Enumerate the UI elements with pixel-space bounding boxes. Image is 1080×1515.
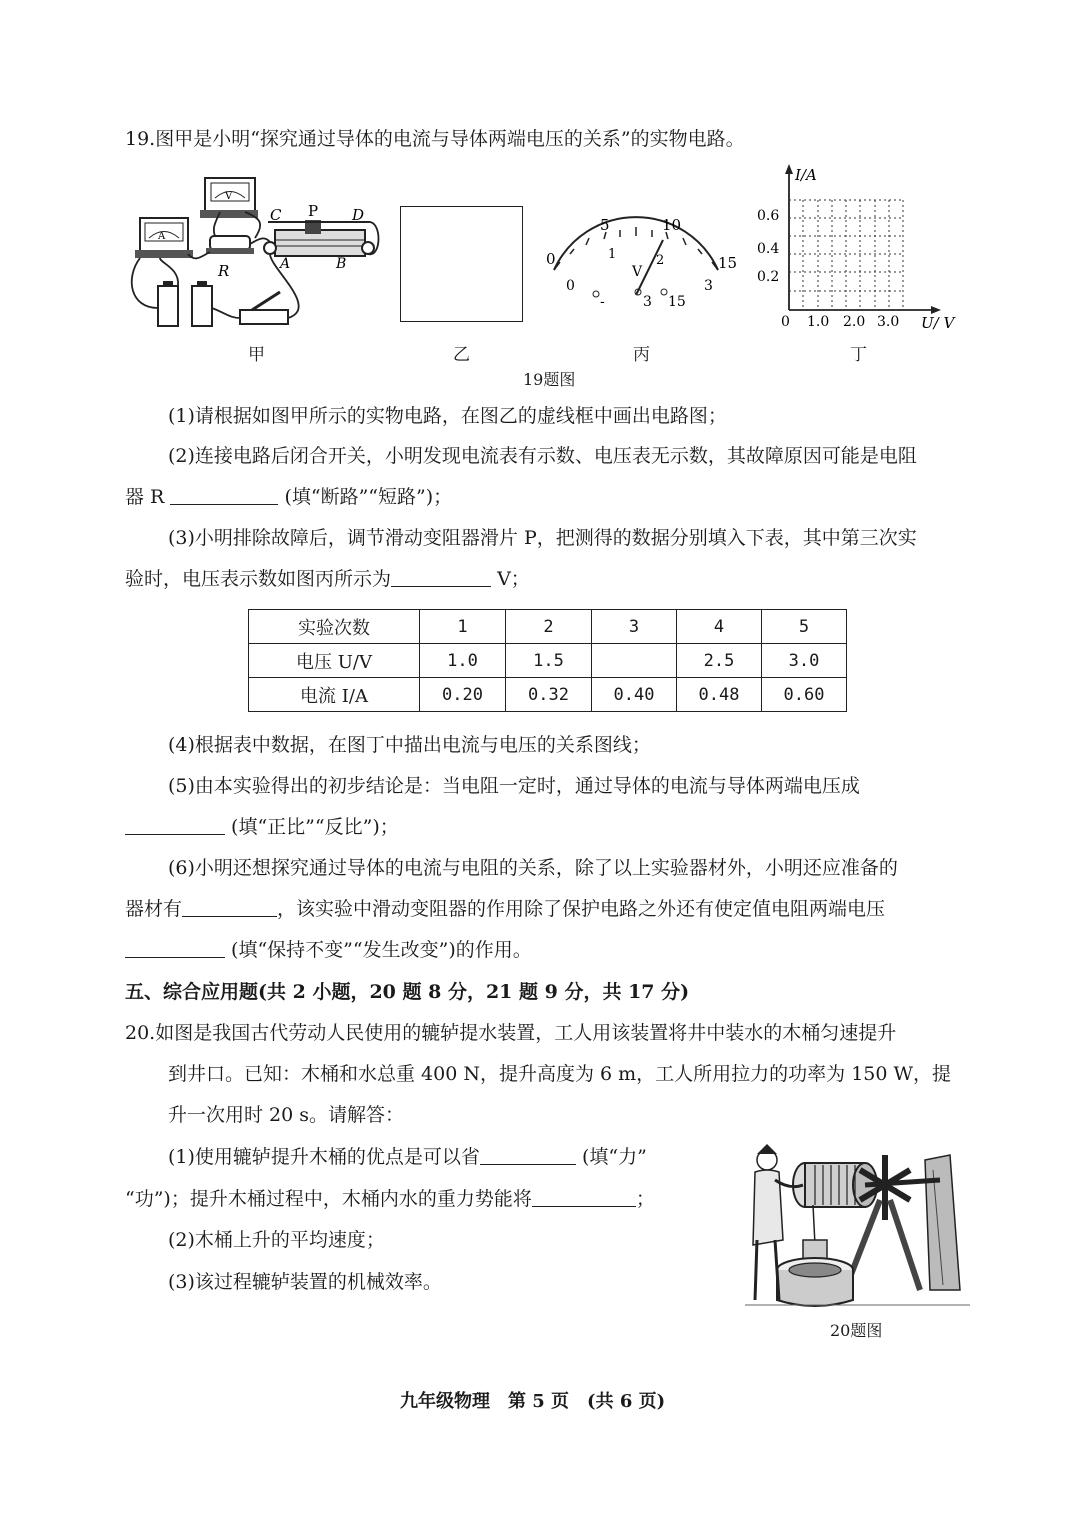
q19-part3-line1: (3)小明排除故障后，调节滑动变阻器滑片 P，把测得的数据分别填入下表，其中第三次实 (168, 527, 917, 549)
label-B: B (336, 256, 347, 272)
page-footer: 九年级物理 第 5 页 (共 6 页) (400, 1391, 666, 1412)
svg-text:1: 1 (608, 247, 617, 262)
table-row: 电流 I/A 0.20 0.32 0.40 0.48 0.60 (249, 678, 847, 712)
graph-xlabel: U/ V (921, 314, 955, 332)
svg-text:0: 0 (781, 314, 790, 330)
q20-line1: 20.如图是我国古代劳动人民使用的辘轳提水装置，工人用该装置将井中装水的木桶匀速提升 (125, 1022, 897, 1044)
fig-label-bing: 丙 (633, 345, 650, 365)
figure-caption-19: 19题图 (523, 370, 576, 389)
svg-text:3: 3 (643, 294, 652, 310)
q19-part6-line2: 器材有 ，该实验中滑动变阻器的作用除了保护电路之外还有使定值电阻两端电压 (125, 898, 886, 920)
q20-line2: 到井口。已知：木桶和水总重 400 N，提升高度为 6 m，工人所用拉力的功率为 150 W，提 (168, 1063, 952, 1085)
fig-label-yi: 乙 (453, 345, 470, 365)
table-row: 电压 U/V 1.0 1.5 2.5 3.0 (249, 644, 847, 678)
graph-ylabel: I/A (795, 166, 817, 184)
svg-text:2: 2 (656, 253, 665, 268)
svg-text:0: 0 (566, 278, 575, 294)
figure-caption-20: 20题图 (830, 1321, 883, 1340)
q19-part6-line3: (填“保持不变”“发生改变”)的作用。 (125, 935, 532, 965)
svg-text:1.0: 1.0 (807, 314, 830, 330)
svg-text:0.2: 0.2 (757, 269, 780, 285)
q20-line3: 升一次用时 20 s。请解答： (168, 1104, 405, 1126)
svg-text:2.0: 2.0 (843, 314, 866, 330)
fig-label-jia: 甲 (248, 345, 265, 365)
label-P: P (308, 202, 319, 220)
q19-part5-line2: (填“正比”“反比”)； (125, 812, 399, 842)
label-ammeter: A (158, 231, 166, 242)
q19-part5-line1: (5)由本实验得出的初步结论是：当电阻一定时，通过导体的电流与导体两端电压成 (168, 775, 860, 797)
svg-text:5: 5 (600, 216, 610, 234)
section-5-heading: 五、综合应用题(共 2 小题，20 题 8 分，21 题 9 分，共 17 分) (125, 981, 690, 1003)
svg-text:3.0: 3.0 (877, 314, 900, 330)
label-C: C (270, 206, 282, 224)
circuit-diagram-box (400, 206, 523, 322)
label-D: D (352, 206, 365, 224)
q19-part4: (4)根据表中数据，在图丁中描出电流与电压的关系图线； (168, 734, 651, 756)
answer-blank-rheostat-role[interactable] (125, 937, 225, 958)
svg-text:-: - (600, 294, 605, 310)
fig-label-ding: 丁 (850, 345, 867, 365)
svg-text:0.4: 0.4 (757, 241, 780, 257)
q20-part1-line2: “功”)；提升木桶过程中，木桶内水的重力势能将 ； (125, 1188, 655, 1210)
svg-text:15: 15 (718, 254, 738, 272)
answer-blank-voltage[interactable] (391, 566, 491, 587)
q19-part1: (1)请根据如图甲所示的实物电路，在图乙的虚线框中画出电路图； (168, 405, 727, 427)
q19-intro: 19.图甲是小明“探究通过导体的电流与导体两端电压的关系”的实物电路。 (125, 128, 745, 150)
svg-text:0: 0 (546, 250, 556, 268)
q19-part6-line1: (6)小明还想探究通过导体的电流与电阻的关系，除了以上实验器材外，小明还应准备的 (168, 857, 898, 879)
data-table (248, 609, 847, 712)
label-V: V (225, 191, 233, 202)
q19-part3-line2: 验时，电压表示数如图丙所示为 V； (125, 568, 530, 590)
answer-blank-fault[interactable] (170, 484, 278, 505)
q20-part3: (3)该过程辘轳装置的机械效率。 (168, 1271, 442, 1293)
q19-part2-line2: 器 R (填“断路”“短路”)； (125, 486, 453, 508)
svg-text:10: 10 (662, 216, 682, 234)
q20-part1-line1: (1)使用辘轳提升木桶的优点是可以省 (填“力” (168, 1146, 647, 1168)
voltmeter-dial-figure (540, 210, 740, 315)
circuit-figure-jia (120, 168, 390, 338)
svg-text:0.6: 0.6 (757, 208, 780, 224)
answer-blank-equipment[interactable] (182, 896, 277, 917)
label-A: A (280, 256, 291, 272)
label-R: R (218, 262, 230, 280)
answer-blank-save[interactable] (480, 1144, 576, 1165)
svg-text:3: 3 (704, 278, 713, 294)
windlass-illustration (745, 1140, 970, 1310)
q19-part2-line1: (2)连接电路后闭合开关，小明发现电流表有示数、电压表无示数，其故障原因可能是电阻 (168, 445, 917, 467)
svg-text:V: V (632, 264, 643, 280)
answer-blank-potential-energy[interactable] (532, 1186, 636, 1207)
q20-part2: (2)木桶上升的平均速度； (168, 1229, 385, 1251)
answer-blank-relation[interactable] (125, 814, 225, 835)
table-row: 实验次数 1 2 3 4 5 (249, 610, 847, 644)
svg-text:15: 15 (668, 294, 686, 310)
current-voltage-graph (755, 160, 975, 335)
